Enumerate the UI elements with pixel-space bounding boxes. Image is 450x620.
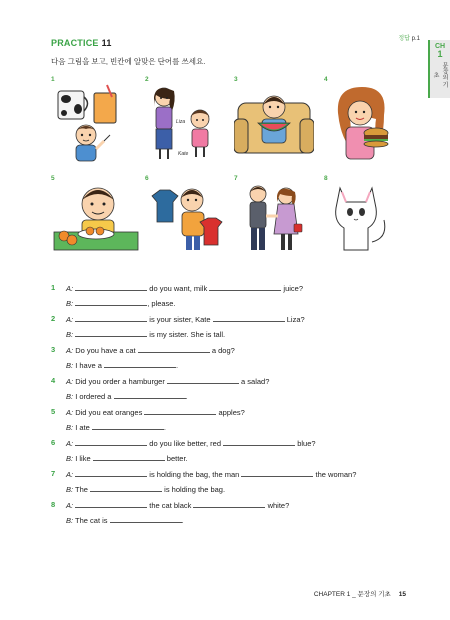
- picture-number: 2: [145, 76, 149, 83]
- answer-blank[interactable]: [144, 407, 216, 415]
- chapter-tab-title: 문장의 기초: [432, 62, 447, 88]
- answer-blank[interactable]: [213, 314, 285, 322]
- answer-blank[interactable]: [241, 469, 313, 477]
- question-number: 4: [51, 376, 56, 385]
- picture-shirts: [146, 182, 226, 252]
- answer-blank[interactable]: [110, 515, 182, 523]
- answer-blank[interactable]: [193, 500, 265, 508]
- answer-blank[interactable]: [114, 391, 186, 399]
- page-footer: [314, 589, 406, 598]
- question-number: 5: [51, 407, 56, 416]
- picture-number: 5: [51, 175, 55, 182]
- answer-blank[interactable]: [209, 283, 281, 291]
- picture-number: 4: [324, 76, 328, 83]
- answer-blank[interactable]: [75, 298, 147, 306]
- picture-sisters: [146, 83, 224, 163]
- question-number: 6: [51, 438, 56, 447]
- answer-blank[interactable]: [90, 484, 162, 492]
- picture-oranges: [52, 182, 140, 252]
- answer-blank[interactable]: [75, 500, 147, 508]
- picture-number: 1: [51, 76, 55, 83]
- chapter-tab-ch: CH: [434, 43, 446, 50]
- answer-blank[interactable]: [75, 329, 147, 337]
- answer-blank[interactable]: [75, 438, 147, 446]
- answer-blank[interactable]: [93, 453, 165, 461]
- answer-ref-page: p.1: [411, 36, 420, 42]
- picture-number: 6: [145, 175, 149, 182]
- question-number: 7: [51, 469, 56, 478]
- picture-label-liza: Liza: [176, 119, 186, 125]
- picture-milk-juice: [52, 83, 140, 163]
- answer-blank[interactable]: [75, 469, 147, 477]
- question-number: 1: [51, 283, 56, 292]
- question-number: 8: [51, 500, 56, 509]
- picture-hamburger: [326, 83, 396, 163]
- answer-blank[interactable]: [138, 345, 210, 353]
- practice-label: PRACTICE: [51, 38, 99, 48]
- picture-number: 8: [324, 175, 328, 182]
- answer-blank[interactable]: [92, 422, 164, 430]
- chapter-tab: [428, 40, 450, 98]
- answer-blank[interactable]: [75, 283, 147, 291]
- practice-title: [51, 38, 112, 48]
- page-number: 15: [398, 591, 406, 598]
- answer-reference: [398, 33, 420, 42]
- answer-blank[interactable]: [223, 438, 295, 446]
- question-number: 3: [51, 345, 56, 354]
- answer-ref-label: 정답: [398, 36, 410, 42]
- picture-cat: [326, 182, 390, 254]
- footer-chapter: CHAPTER 1 _ 문장의 기초: [313, 591, 391, 598]
- picture-number: 7: [234, 175, 238, 182]
- chapter-tab-number: 1: [437, 49, 443, 59]
- question-number: 2: [51, 314, 56, 323]
- practice-number: 11: [101, 38, 112, 48]
- picture-number: 3: [234, 76, 238, 83]
- answer-blank[interactable]: [167, 376, 239, 384]
- picture-label-kate: Kate: [178, 151, 189, 157]
- picture-watermelon-sofa: [234, 83, 314, 163]
- picture-man-woman: [240, 182, 306, 254]
- answer-blank[interactable]: [75, 314, 147, 322]
- instructions: 다음 그림을 보고, 빈칸에 알맞은 단어를 쓰세요.: [51, 57, 206, 66]
- answer-blank[interactable]: [104, 360, 176, 368]
